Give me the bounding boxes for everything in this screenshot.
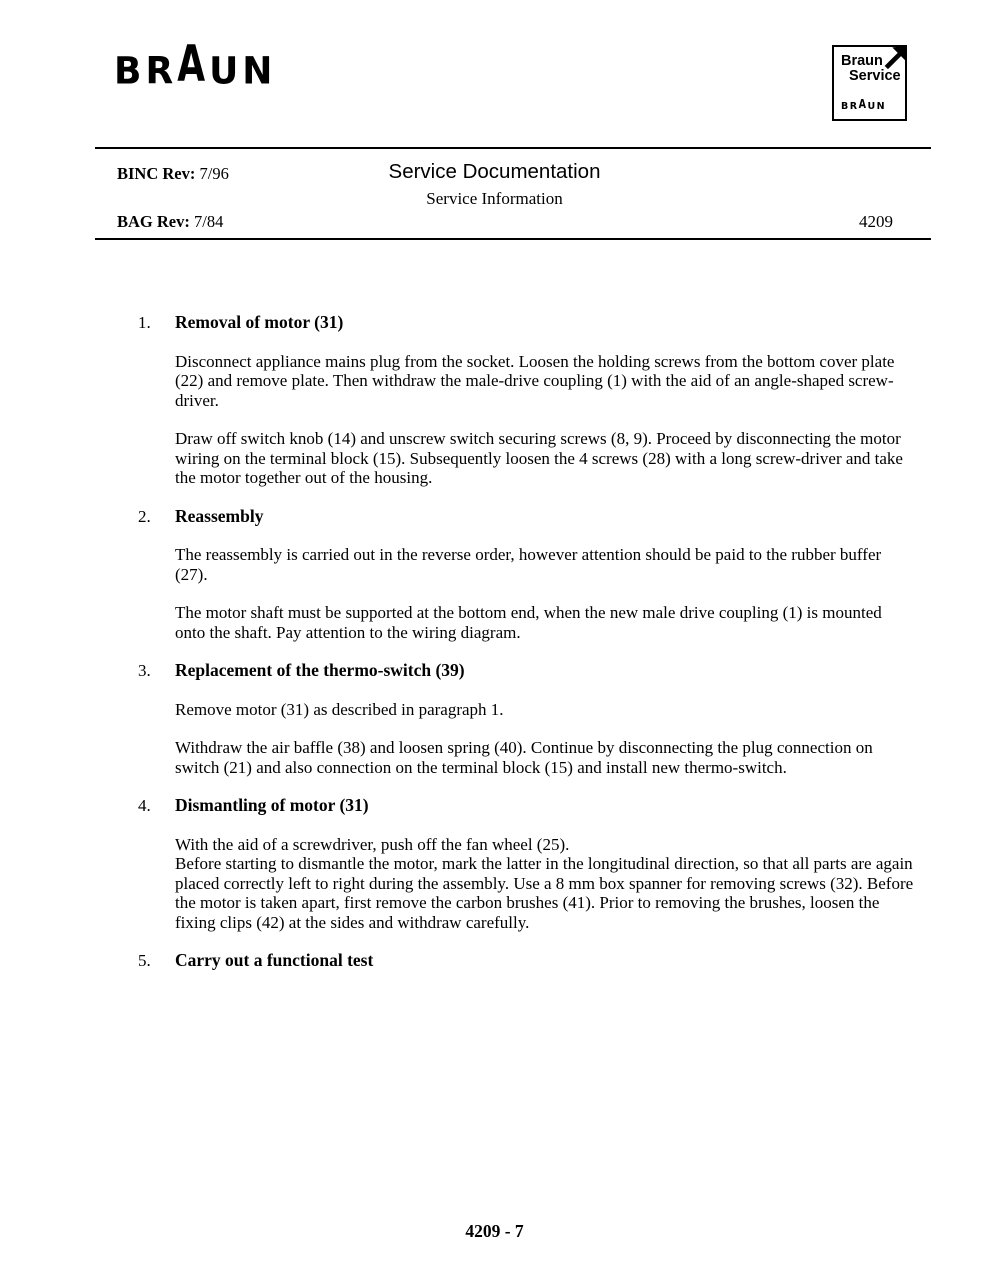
section-number: 1. — [138, 313, 151, 332]
braun-logo: BRAUN — [114, 36, 277, 94]
section-dismantling — [138, 796, 914, 932]
bag-rev-label: BAG Rev: — [117, 212, 190, 231]
section-number: 4. — [138, 796, 151, 815]
section-title: Replacement of the thermo-switch (39) — [175, 660, 465, 680]
section-title: Removal of motor (31) — [175, 312, 344, 332]
section-title: Reassembly — [175, 505, 264, 526]
section-heading — [138, 796, 914, 816]
section-heading — [138, 313, 914, 333]
binc-rev-value: 7/96 — [199, 164, 229, 183]
section-paragraph: Withdraw the air baffle (38) and loosen spring (40). Continue by disconnecting the plug connection on switch (21) and also connection on the terminal block (15) and install new thermo-switch. — [175, 738, 873, 777]
badge-service-line: Service — [849, 68, 901, 84]
section-paragraph: Before starting to dismantle the motor, mark the latter in the longitudinal direction, so that all parts are again placed correctly left to right during the assembly. Use a 8 mm box spanner for removing screws (32). Before the motor is taken apart, first remove the carbon brushes (41). Prior to removing the brushes, loosen the fixing clips (42) at the sides and withdraw carefully. — [175, 854, 914, 932]
section-paragraph: Draw off switch knob (14) and unscrew switch securing screws (8, 9). Proceed by disconnecting the motor wiring on the terminal block (15). Subsequently loosen the 4 screws (28) with a long screw-driver and take the motor together out of the housing. — [175, 429, 903, 487]
section-removal-of-motor — [138, 313, 914, 488]
section-title: Carry out a functional test — [175, 950, 374, 970]
section-paragraph: The motor shaft must be supported at the bottom end, when the new male drive coupling (1) is mounted onto the shaft. Pay attention to the wiring diagram. — [175, 603, 882, 642]
doc-number: 4209 — [859, 212, 893, 231]
bag-rev-value: 7/84 — [194, 212, 224, 231]
section-heading — [138, 507, 914, 527]
document-body — [138, 313, 914, 990]
section-number: 5. — [138, 951, 151, 970]
section-paragraph: The reassembly is carried out in the reverse order, however attention should be paid to the rubber buffer (27). — [175, 545, 882, 584]
section-functional-test — [138, 951, 914, 971]
binc-rev-label: BINC Rev: — [117, 164, 196, 183]
header-rule-bottom — [95, 238, 931, 240]
section-heading — [138, 661, 914, 681]
section-number: 3. — [138, 661, 151, 680]
section-reassembly — [138, 507, 914, 643]
doc-subtitle: Service Information — [426, 189, 563, 208]
section-title: Dismantling of motor (31) — [175, 795, 369, 815]
northeast-arrow-icon — [880, 45, 908, 73]
section-paragraph: Remove motor (31) as described in paragraph 1. — [175, 699, 504, 719]
bag-rev — [117, 212, 223, 232]
doc-title: Service Documentation — [388, 160, 601, 183]
section-thermo-switch — [138, 661, 914, 777]
badge-brand-line: Braun — [841, 53, 883, 69]
section-paragraph: With the aid of a screwdriver, push off the fan wheel (25). — [175, 834, 570, 854]
header-rule-top — [95, 147, 931, 149]
section-heading — [138, 951, 914, 971]
badge-brand-small: BRAUN — [841, 97, 887, 113]
page-footer-label: 4209 - 7 — [465, 1221, 524, 1241]
section-number: 2. — [138, 506, 151, 526]
section-paragraph: Disconnect appliance mains plug from the socket. Loosen the holding screws from the bottom cover plate (22) and remove plate. Then withdraw the male-drive coupling (1) with the aid of an angle-shaped screw-driver. — [175, 351, 895, 410]
braun-service-badge — [832, 45, 907, 121]
